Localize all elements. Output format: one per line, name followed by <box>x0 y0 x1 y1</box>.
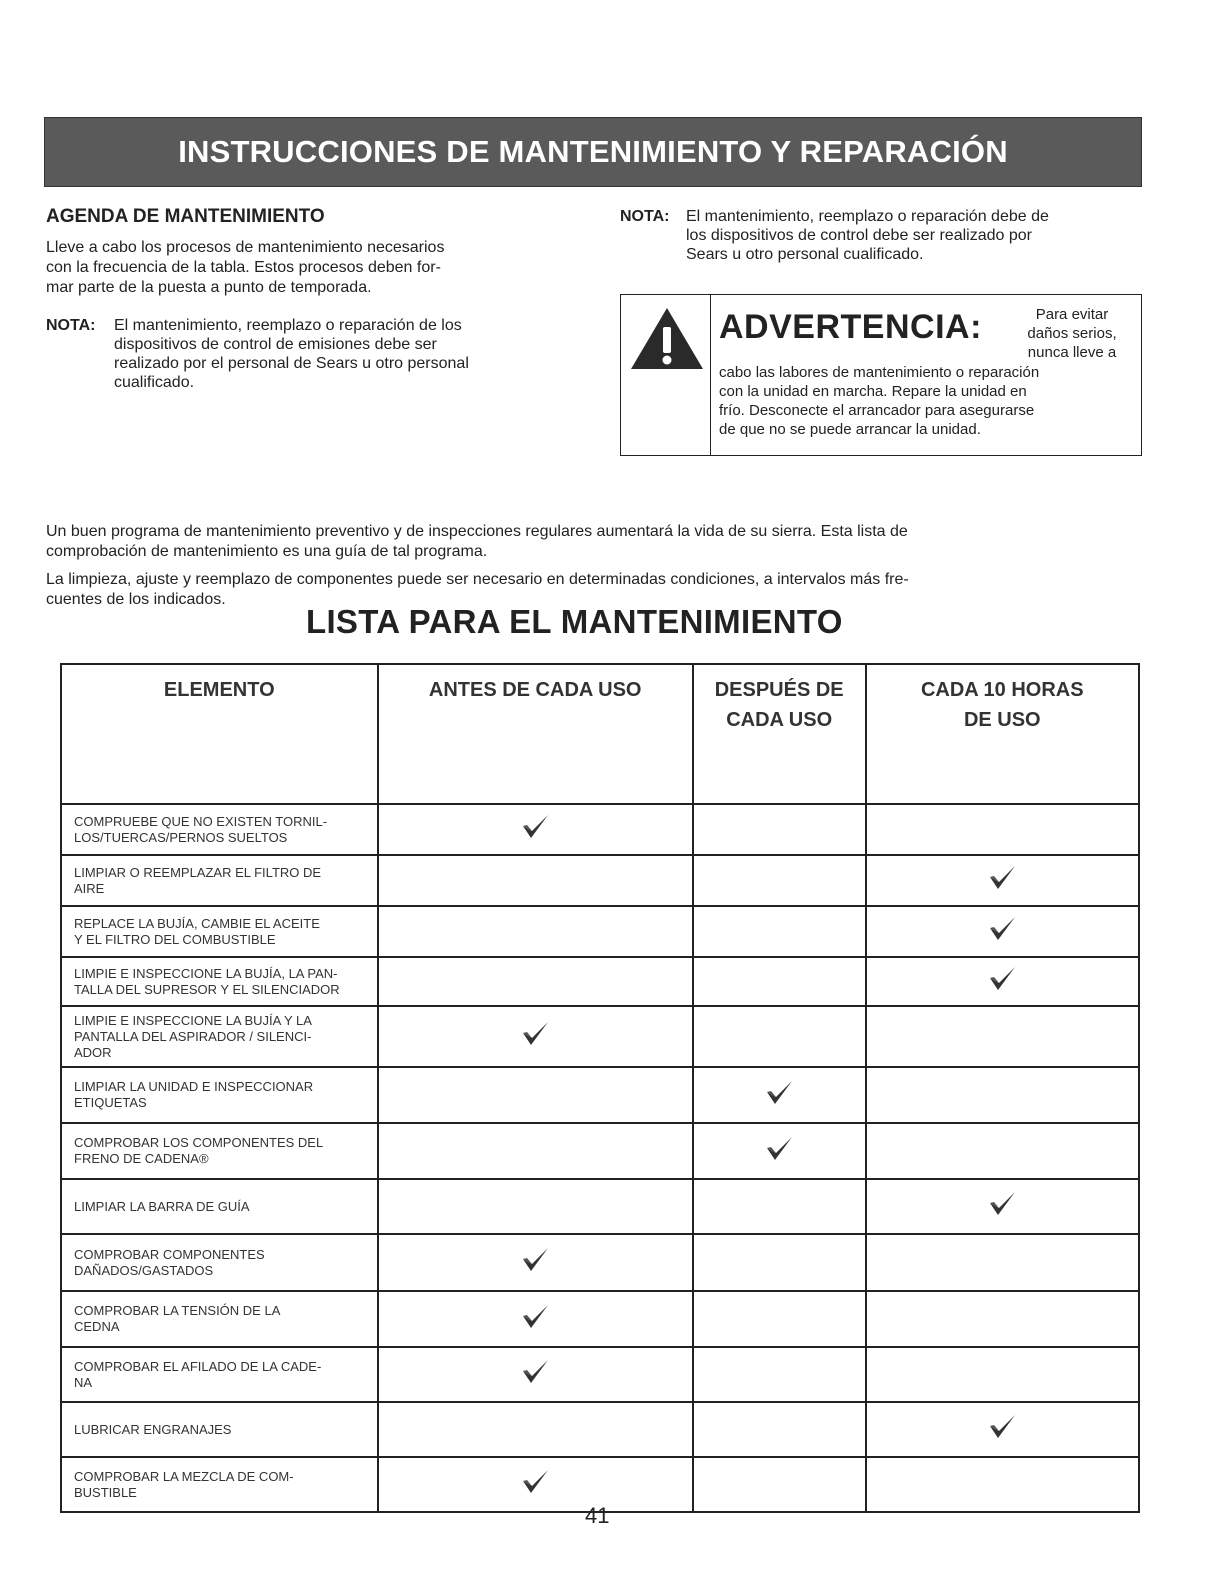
item-cell: COMPROBAR LA MEZCLA DE COM- BUSTIBLE <box>61 1457 378 1512</box>
cell-antes <box>378 855 693 906</box>
cell-antes <box>378 804 693 855</box>
page-number: 41 <box>585 1503 610 1528</box>
cell-despues <box>693 957 866 1006</box>
checkmark-icon <box>764 1134 794 1164</box>
agenda-title: AGENDA DE MANTENIMIENTO <box>46 206 325 227</box>
checkmark-icon <box>520 1302 550 1332</box>
cell-antes <box>378 1234 693 1291</box>
item-cell: LIMPIAR LA BARRA DE GUÍA <box>61 1179 378 1234</box>
page-banner <box>44 117 1142 187</box>
table-row <box>61 1347 1139 1402</box>
table-row <box>61 855 1139 906</box>
checkmark-icon <box>987 914 1017 944</box>
table-row <box>61 1402 1139 1457</box>
intro-paragraph-2: La limpieza, ajuste y reemplazo de componentes puede ser necesario en determinadas condiciones, a intervalos más fre- cuentes de los indicados. <box>46 571 909 608</box>
header-antes: ANTES DE CADA USO <box>378 664 693 804</box>
cell-despues <box>693 906 866 957</box>
cell-diez_horas <box>866 1347 1139 1402</box>
warning-title: ADVERTENCIA: <box>719 308 982 346</box>
nota-label: NOTA: <box>620 208 670 225</box>
table-row <box>61 906 1139 957</box>
checkmark-icon <box>520 1019 550 1049</box>
checkmark-icon <box>987 964 1017 994</box>
table-row <box>61 1291 1139 1347</box>
table-row <box>61 1006 1139 1067</box>
cell-diez_horas <box>866 1179 1139 1234</box>
cell-diez_horas <box>866 1123 1139 1179</box>
header-despues: DESPUÉS DE CADA USO <box>693 664 866 804</box>
cell-despues <box>693 855 866 906</box>
warning-divider <box>710 295 711 455</box>
warning-side-text: Para evitar daños serios, nunca lleve a <box>1027 306 1117 361</box>
agenda-text: Lleve a cabo los procesos de mantenimiento necesarios con la frecuencia de la tabla. Estos procesos deben for- mar parte de la puesta a punto de temporada. <box>46 239 445 296</box>
cell-despues <box>693 804 866 855</box>
item-cell: COMPROBAR EL AFILADO DE LA CADE- NA <box>61 1347 378 1402</box>
checklist-title: LISTA PARA EL MANTENIMIENTO <box>306 603 843 640</box>
header-diez-horas: CADA 10 HORAS DE USO <box>866 664 1139 804</box>
banner-title: INSTRUCCIONES DE MANTENIMIENTO Y REPARACIÓN <box>178 134 1008 169</box>
cell-antes <box>378 1006 693 1067</box>
cell-antes <box>378 1347 693 1402</box>
cell-despues <box>693 1067 866 1123</box>
cell-despues <box>693 1291 866 1347</box>
cell-diez_horas <box>866 1291 1139 1347</box>
warning-body: cabo las labores de mantenimiento o reparación con la unidad en marcha. Repare la unidad en frío. Desconecte el arrancador para asegurarse de que no se puede arrancar la unidad. <box>719 364 1040 438</box>
table-row <box>61 1179 1139 1234</box>
cell-antes <box>378 1457 693 1512</box>
cell-diez_horas <box>866 957 1139 1006</box>
cell-diez_horas <box>866 1006 1139 1067</box>
cell-diez_horas <box>866 906 1139 957</box>
cell-antes <box>378 1123 693 1179</box>
cell-despues <box>693 1234 866 1291</box>
cell-diez_horas <box>866 1402 1139 1457</box>
table-row <box>61 1123 1139 1179</box>
cell-antes <box>378 1067 693 1123</box>
header-elemento: ELEMENTO <box>61 664 378 804</box>
cell-despues <box>693 1402 866 1457</box>
checkmark-icon <box>520 1467 550 1497</box>
intro-paragraph-1: Un buen programa de mantenimiento preventivo y de inspecciones regulares aumentará la vida de su sierra. Esta lista de comprobación de mantenimiento es una guía de tal programa. <box>46 523 908 560</box>
checkmark-icon <box>520 812 550 842</box>
warning-triangle-icon <box>629 305 705 371</box>
cell-diez_horas <box>866 1457 1139 1512</box>
cell-antes <box>378 957 693 1006</box>
item-cell: LIMPIAR LA UNIDAD E INSPECCIONAR ETIQUETAS <box>61 1067 378 1123</box>
checkmark-icon <box>987 863 1017 893</box>
checkmark-icon <box>987 1189 1017 1219</box>
cell-diez_horas <box>866 1067 1139 1123</box>
table-row <box>61 1234 1139 1291</box>
item-cell: COMPROBAR LOS COMPONENTES DEL FRENO DE CADENA® <box>61 1123 378 1179</box>
cell-despues <box>693 1179 866 1234</box>
cell-despues <box>693 1347 866 1402</box>
cell-antes <box>378 1179 693 1234</box>
nota-label: NOTA: <box>46 317 96 334</box>
cell-antes <box>378 906 693 957</box>
item-cell: LIMPIE E INSPECCIONE LA BUJÍA, LA PAN- TALLA DEL SUPRESOR Y EL SILENCIADOR <box>61 957 378 1006</box>
item-cell: COMPRUEBE QUE NO EXISTEN TORNIL- LOS/TUERCAS/PERNOS SUELTOS <box>61 804 378 855</box>
table-row <box>61 804 1139 855</box>
maintenance-table <box>60 663 1140 1513</box>
item-cell: LIMPIE E INSPECCIONE LA BUJÍA Y LA PANTALLA DEL ASPIRADOR / SILENCI- ADOR <box>61 1006 378 1067</box>
item-cell: COMPROBAR LA TENSIÓN DE LA CEDNA <box>61 1291 378 1347</box>
cell-despues <box>693 1006 866 1067</box>
item-cell: COMPROBAR COMPONENTES DAÑADOS/GASTADOS <box>61 1234 378 1291</box>
table-header-row <box>61 664 1139 804</box>
item-cell: LIMPIAR O REEMPLAZAR EL FILTRO DE AIRE <box>61 855 378 906</box>
cell-diez_horas <box>866 855 1139 906</box>
cell-diez_horas <box>866 804 1139 855</box>
table-row <box>61 1067 1139 1123</box>
checkmark-icon <box>987 1412 1017 1442</box>
right-nota: NOTA: El mantenimiento, reemplazo o reparación debe de los dispositivos de control debe ser realizado por Sears u otro personal cualificado. <box>620 208 1049 263</box>
cell-diez_horas <box>866 1234 1139 1291</box>
cell-despues <box>693 1123 866 1179</box>
checkmark-icon <box>520 1245 550 1275</box>
cell-despues <box>693 1457 866 1512</box>
item-cell: LUBRICAR ENGRANAJES <box>61 1402 378 1457</box>
checkmark-icon <box>764 1078 794 1108</box>
checkmark-icon <box>520 1357 550 1387</box>
cell-antes <box>378 1291 693 1347</box>
table-row <box>61 957 1139 1006</box>
warning-box <box>620 294 1142 456</box>
agenda-nota: NOTA: El mantenimiento, reemplazo o reparación de los dispositivos de control de emisiones debe ser realizado por el personal de Sears u otro personal cualificado. <box>46 317 469 391</box>
item-cell: REPLACE LA BUJÍA, CAMBIE EL ACEITE Y EL FILTRO DEL COMBUSTIBLE <box>61 906 378 957</box>
cell-antes <box>378 1402 693 1457</box>
